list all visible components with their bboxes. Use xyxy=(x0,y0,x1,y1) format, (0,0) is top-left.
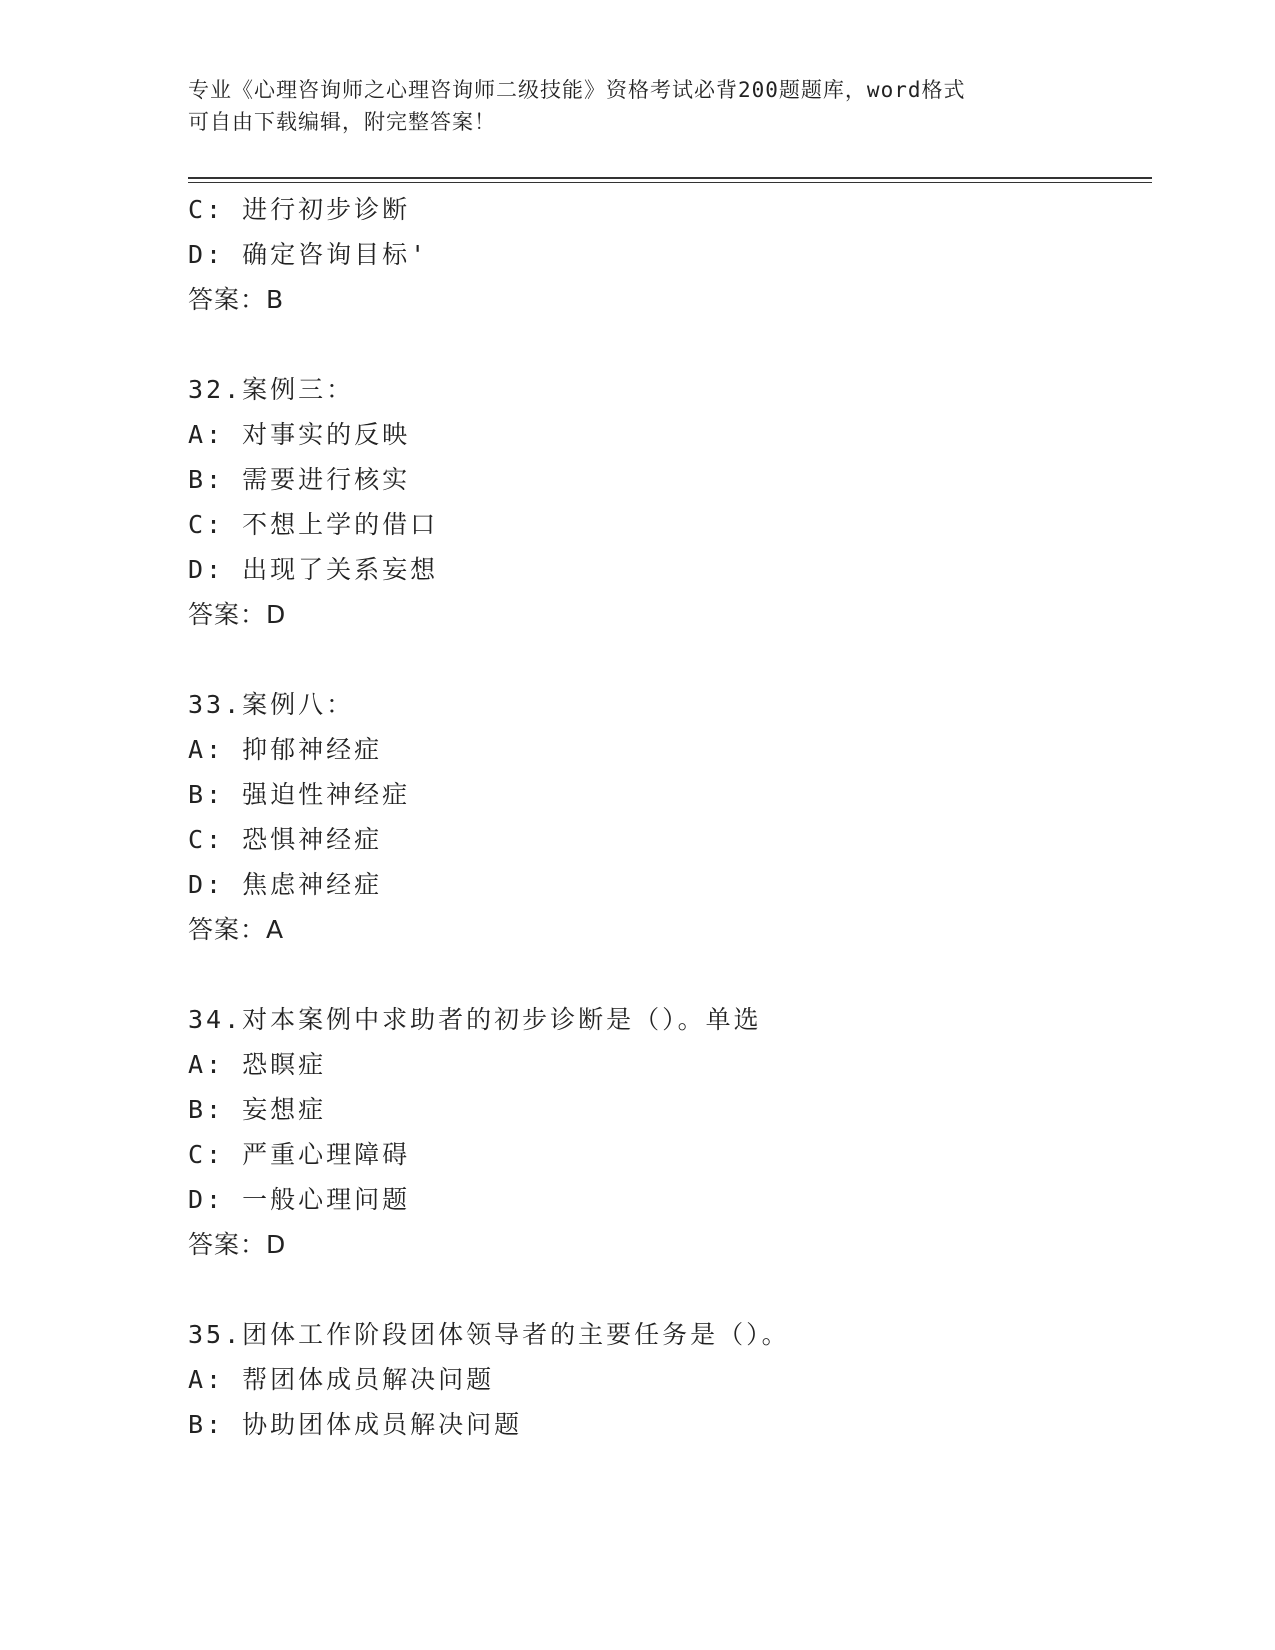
option-b: B: 强迫性神经症 xyxy=(188,780,411,809)
option-d: D: 确定咨询目标' xyxy=(188,240,429,269)
answer-line: 答案：A xyxy=(188,915,285,944)
question-list xyxy=(188,187,1152,1447)
answer-line: 答案：D xyxy=(188,1230,287,1259)
question-stem: 35.团体工作阶段团体领导者的主要任务是（）。 xyxy=(188,1320,790,1349)
option-b: B: 妄想症 xyxy=(188,1095,327,1124)
option-d: D: 出现了关系妄想 xyxy=(188,555,439,584)
document-header xyxy=(188,74,1088,138)
answer-line: 答案：D xyxy=(188,600,287,629)
option-c: C: 恐惧神经症 xyxy=(188,825,383,854)
question-33 xyxy=(188,682,1152,952)
option-b: B: 协助团体成员解决问题 xyxy=(188,1410,523,1439)
option-d: D: 焦虑神经症 xyxy=(188,870,383,899)
option-a: A: 恐瞑症 xyxy=(188,1050,327,1079)
option-c: C: 进行初步诊断 xyxy=(188,195,411,224)
header-divider-thick xyxy=(188,177,1152,179)
option-a: A: 抑郁神经症 xyxy=(188,735,383,764)
option-c: C: 不想上学的借口 xyxy=(188,510,439,539)
header-title-line-2: 可自由下载编辑，附完整答案！ xyxy=(188,110,496,134)
question-34 xyxy=(188,997,1152,1267)
option-a: A: 对事实的反映 xyxy=(188,420,411,449)
question-stem: 32.案例三： xyxy=(188,375,355,404)
header-title-line-1: 专业《心理咨询师之心理咨询师二级技能》资格考试必背200题题库，word格式 xyxy=(188,78,966,102)
partial-question xyxy=(188,187,1152,322)
option-a: A: 帮团体成员解决问题 xyxy=(188,1365,495,1394)
question-stem: 33.案例八： xyxy=(188,690,355,719)
question-stem: 34.对本案例中求助者的初步诊断是（）。单选 xyxy=(188,1005,762,1034)
question-35 xyxy=(188,1312,1152,1447)
question-32 xyxy=(188,367,1152,637)
option-d: D: 一般心理问题 xyxy=(188,1185,411,1214)
option-b: B: 需要进行核实 xyxy=(188,465,411,494)
option-c: C: 严重心理障碍 xyxy=(188,1140,411,1169)
answer-line: 答案：B xyxy=(188,285,285,314)
header-divider-thin xyxy=(188,182,1152,183)
